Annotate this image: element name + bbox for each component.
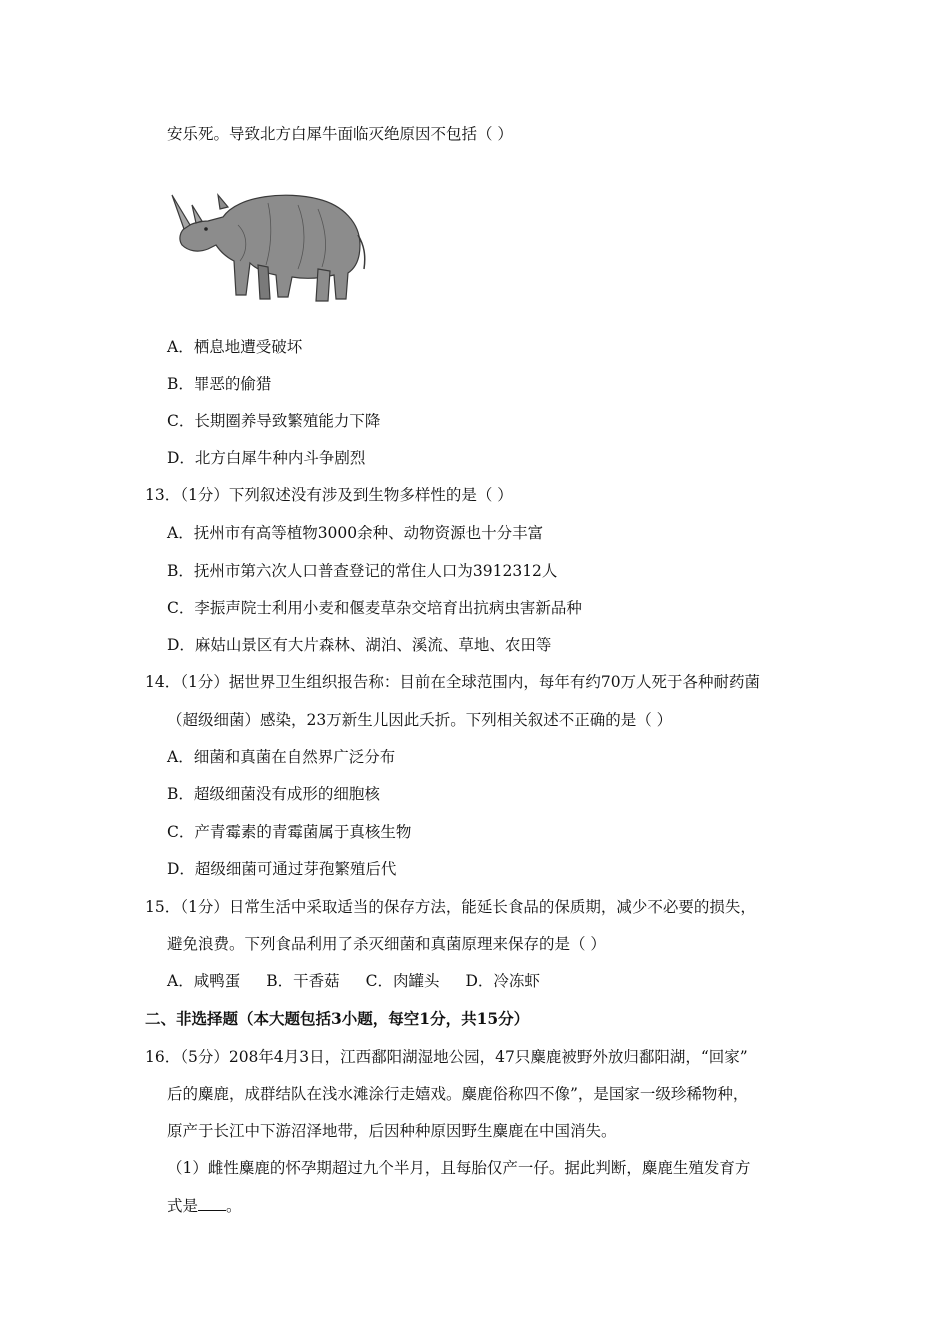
q13-option-c: C．李振声院士利用小麦和偃麦草杂交培育出抗病虫害新品种 (167, 599, 582, 617)
section2-heading: 二、非选择题（本大题包括3小题，每空1分，共15分） (145, 1009, 530, 1028)
q16-stem-line3: 原产于长江中下游沼泽地带，后因种种原因野生麋鹿在中国消失。 (167, 1122, 617, 1140)
q15-option-a: A．咸鸭蛋 (167, 972, 241, 990)
q14-option-a: A．细菌和真菌在自然界广泛分布 (167, 748, 396, 766)
q13-option-b: B．抚州市第六次人口普查登记的常住人口为3912312人 (167, 562, 558, 580)
q16-sub1-suffix: 。 (226, 1197, 242, 1215)
q16-stem-line1: 16．（5分）208年4月3日，江西鄱阳湖湿地公园，47只麋鹿被野外放归鄱阳湖，“回家” (145, 1048, 748, 1066)
q16-sub1-line1: （1）雌性麋鹿的怀孕期超过九个半月，且每胎仅产一仔。据此判断，麋鹿生殖发育方 (167, 1159, 751, 1177)
q16-sub1-line2 (167, 1196, 242, 1216)
rhino-illustration (168, 165, 373, 310)
q14-stem-line1: 14．（1分）据世界卫生组织报告称：目前在全球范围内，每年有约70万人死于各种耐药菌 (145, 673, 761, 691)
rhino-eye (204, 227, 208, 231)
q12-option-c: C．长期圈养导致繁殖能力下降 (167, 412, 381, 430)
q15-option-c: C．肉罐头 (365, 972, 440, 990)
q14-option-c: C．产青霉素的青霉菌属于真核生物 (167, 823, 412, 841)
answer-blank[interactable] (198, 1196, 226, 1211)
q13-stem: 13．（1分）下列叙述没有涉及到生物多样性的是（ ） (145, 486, 513, 504)
q12-stem-tail: 安乐死。导致北方白犀牛面临灭绝原因不包括（ ） (167, 125, 513, 143)
q16-stem-line2: 后的麋鹿，成群结队在浅水滩涂行走嬉戏。麋鹿俗称四不像”，是国家一级珍稀物种， (167, 1085, 749, 1103)
q12-option-a: A．栖息地遭受破坏 (167, 338, 303, 356)
q14-option-d: D．超级细菌可通过芽孢繁殖后代 (167, 860, 397, 878)
q15-option-d: D．冷冻虾 (465, 972, 540, 990)
q15-options-row (167, 971, 566, 991)
q13-option-a: A．抚州市有高等植物3000余种、动物资源也十分丰富 (167, 524, 544, 542)
q12-option-d: D．北方白犀牛种内斗争剧烈 (167, 449, 366, 467)
q14-option-b: B．超级细菌没有成形的细胞核 (167, 785, 380, 803)
q12-option-b: B．罪恶的偷猎 (167, 375, 272, 393)
q15-option-b: B．干香菇 (266, 972, 340, 990)
q15-stem-line1: 15．（1分）日常生活中采取适当的保存方法，能延长食品的保质期，减少不必要的损失， (145, 898, 756, 916)
q16-sub1-prefix: 式是 (167, 1197, 199, 1215)
q15-stem-line2: 避免浪费。下列食品利用了杀灭细菌和真菌原理来保存的是（ ） (167, 935, 606, 953)
q13-option-d: D．麻姑山景区有大片森林、湖泊、溪流、草地、农田等 (167, 636, 552, 654)
q14-stem-line2: （超级细菌）感染，23万新生儿因此夭折。下列相关叙述不正确的是（ ） (167, 711, 673, 729)
